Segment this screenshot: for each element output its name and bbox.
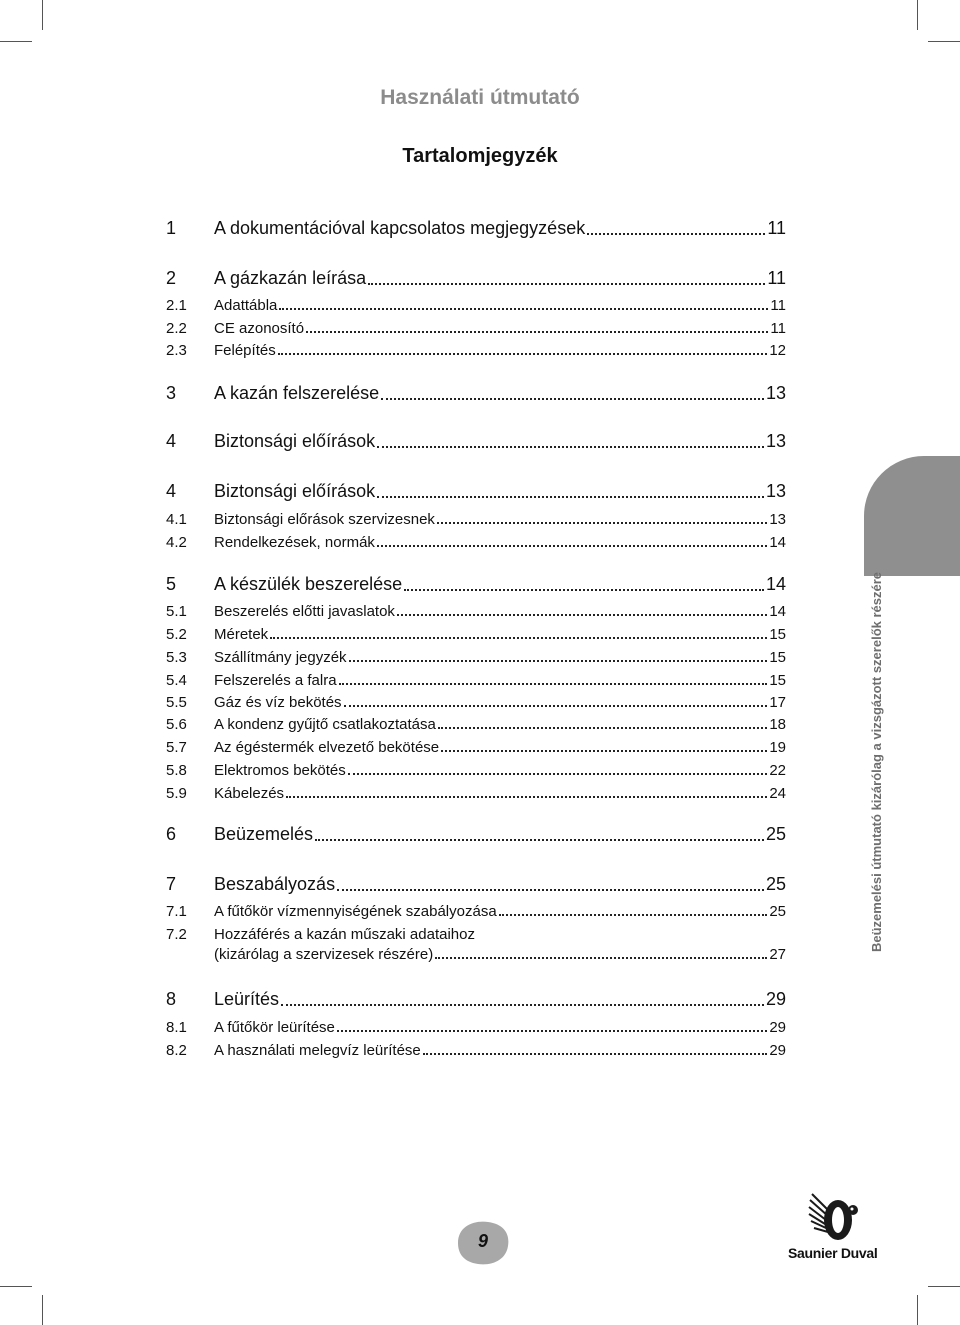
toc-entry-page: 29 [765,989,786,1009]
toc-entry-title: A használati melegvíz leürítése [214,1042,421,1059]
toc-dot-leader [377,496,764,498]
toc-entry-page: 15 [769,626,786,643]
toc-title: Tartalomjegyzék [402,145,558,167]
toc-dot-leader [437,522,767,524]
toc-dot-leader [349,660,768,662]
toc-entry-title: Leürítés [214,989,280,1009]
toc-dot-leader [286,796,767,798]
toc-entry[interactable] [166,874,786,895]
toc-entry-title: Felszerelés a falra [214,672,337,689]
toc-dot-leader [306,331,768,333]
toc-entry[interactable] [166,649,786,666]
document-title: Használati útmutató [380,86,580,109]
crop-mark [0,41,32,42]
toc-entry-title: Biztonsági előrások szervizesnek [214,511,435,528]
toc-entry-title: A gázkazán leírása [214,268,367,288]
toc-entry-page: 12 [769,342,786,359]
crop-mark [917,0,918,30]
toc-entry[interactable] [166,762,786,779]
toc-dot-leader [278,353,768,355]
crop-mark [917,1295,918,1325]
toc-entry-page: 11 [770,320,786,337]
toc-dot-leader [441,750,767,752]
toc-dot-leader [435,957,767,959]
toc-entry-title: Felépítés [214,342,276,359]
toc-entry-title: Kábelezés [214,785,285,802]
toc-entry-page: 13 [765,481,786,501]
toc-entry-number: 5.5 [166,694,187,711]
toc-dot-leader [348,773,768,775]
toc-entry-title: Méretek [214,626,269,643]
crop-mark [42,1295,43,1325]
toc-entry-page: 18 [769,716,786,733]
toc-dot-leader [587,233,765,235]
toc-entry-number: 2.2 [166,320,187,337]
toc-entry-number: 4.2 [166,534,187,551]
toc-entry-title: A fűtőkör vízmennyiségének szabályozása [214,903,497,920]
page-number: 9 [477,1231,488,1251]
toc-entry[interactable] [166,785,786,802]
toc-dot-leader [397,614,767,616]
toc-entry-page: 22 [769,762,786,779]
toc-entry-page: 25 [765,824,786,844]
saunier-duval-logo-icon [806,1190,862,1253]
toc-entry[interactable] [166,534,786,551]
toc-dot-leader [423,1053,768,1055]
toc-entry[interactable] [166,903,786,920]
toc-entry-number: 8 [166,989,177,1009]
toc-entry-page: 25 [765,874,786,894]
toc-entry-number: 8.1 [166,1019,187,1036]
toc-entry-page: 11 [767,218,786,238]
toc-entry-title: Az égéstermék elvezető bekötése [214,739,440,756]
toc-entry-number: 5 [166,574,177,594]
toc-entry-title: A dokumentációval kapcsolatos megjegyzések [214,218,586,238]
toc-entry-title: Biztonsági előírások [214,431,376,451]
toc-entry-number: 1 [166,218,177,238]
toc-entry-page: 25 [769,903,786,920]
toc-entry-number: 5.8 [166,762,187,779]
toc-entry-title: Hozzáférés a kazán műszaki adataihoz [214,926,475,943]
toc-entry-page: 11 [767,268,786,288]
toc-entry-title: Beszabályozás [214,874,336,894]
toc-entry[interactable] [166,1042,786,1059]
toc-entry-title: Adattábla [214,297,278,314]
toc-entry-title: Szállítmány jegyzék [214,649,347,666]
toc-entry-page: 13 [765,431,786,451]
toc-dot-leader [270,637,767,639]
toc-entry-page: 27 [769,946,786,963]
toc-entry-number: 7.1 [166,903,187,920]
toc-entry-page: 13 [769,511,786,528]
toc-entry-number: 4 [166,431,177,451]
toc-entry[interactable] [166,431,786,452]
toc-entry-title: A készülék beszerelése [214,574,403,594]
toc-entry-page: 11 [770,297,786,314]
toc-entry-page: 17 [769,694,786,711]
toc-entry-number: 8.2 [166,1042,187,1059]
crop-mark [928,1286,960,1287]
toc-entry[interactable] [166,824,786,845]
toc-dot-leader [344,705,768,707]
toc-entry-page: 13 [765,383,786,403]
toc-dot-leader [381,398,764,400]
toc-entry-page: 19 [769,739,786,756]
toc-dot-leader [337,1030,767,1032]
side-tab-label: Beüzemelési útmutató kizárólag a vizsgázott szerelők részére [869,571,884,953]
toc-entry-page: 29 [769,1019,786,1036]
toc-entry-number: 2.1 [166,297,187,314]
toc-dot-leader [404,589,764,591]
toc-entry[interactable] [166,574,786,595]
toc-entry-title: Gáz és víz bekötés [214,694,342,711]
toc-entry[interactable] [166,694,786,711]
toc-entry-title: Beszerelés előtti javaslatok [214,603,395,620]
toc-dot-leader [377,446,764,448]
toc-entry-number: 3 [166,383,177,403]
toc-entry[interactable] [166,320,786,337]
toc-entry-number: 5.1 [166,603,187,620]
toc-entry[interactable] [166,989,786,1010]
toc-entry[interactable] [166,511,786,528]
toc-entry-number: 7.2 [166,926,187,943]
toc-entry[interactable] [166,672,786,689]
crop-mark [0,1286,32,1287]
page-number-badge [452,1218,512,1268]
toc-entry[interactable] [166,626,786,643]
toc-entry-page: 14 [769,603,786,620]
toc-entry[interactable] [166,268,786,289]
toc-dot-leader [281,1004,764,1006]
toc-entry-title: A fűtőkör leürítése [214,1019,335,1036]
toc-dot-leader [368,283,765,285]
toc-entry-page: 29 [769,1042,786,1059]
toc-entry-page: 15 [769,649,786,666]
toc-entry-page: 14 [765,574,786,594]
crop-mark [928,41,960,42]
toc-entry[interactable] [166,716,786,733]
toc-entry-number: 4.1 [166,511,187,528]
toc-entry-number: 6 [166,824,177,844]
toc-entry[interactable] [166,1019,786,1036]
toc-entry-number: 5.4 [166,672,187,689]
toc-entry-title: CE azonosító [214,320,305,337]
toc-entry-title: Beüzemelés [214,824,314,844]
toc-dot-leader [499,914,768,916]
toc-entry-number: 5.3 [166,649,187,666]
brand-name: Saunier Duval [788,1245,878,1261]
toc-entry-number: 5.7 [166,739,187,756]
toc-entry[interactable] [166,739,786,756]
toc-dot-leader [377,545,767,547]
toc-entry-title: Rendelkezések, normák [214,534,375,551]
toc-entry[interactable] [166,218,786,239]
toc-entry-number: 7 [166,874,177,894]
toc-entry[interactable] [166,342,786,359]
toc-entry-title: Elektromos bekötés [214,762,346,779]
toc-entry-title-continued: (kizárólag a szervizesek részére) [214,946,434,963]
toc-entry[interactable] [166,603,786,620]
toc-dot-leader [337,889,764,891]
toc-dot-leader [438,727,768,729]
toc-entry-number: 4 [166,481,177,501]
toc-entry[interactable] [166,297,786,314]
toc-dot-leader [339,683,768,685]
toc-entry[interactable] [166,926,786,963]
toc-entry-number: 5.2 [166,626,187,643]
toc-entry-page: 14 [769,534,786,551]
toc-entry[interactable] [166,383,786,404]
toc-entry-number: 5.9 [166,785,187,802]
toc-entry-page: 24 [769,785,786,802]
crop-mark [42,0,43,30]
toc-entry-page: 15 [769,672,786,689]
toc-entry-number: 5.6 [166,716,187,733]
toc-entry-title: Biztonsági előírások [214,481,376,501]
toc-dot-leader [279,308,768,310]
toc-entry[interactable] [166,481,786,502]
toc-entry-title: A kondenz gyűjtő csatlakoztatása [214,716,436,733]
toc-entry-number: 2 [166,268,177,288]
toc-entry-number: 2.3 [166,342,187,359]
toc-dot-leader [315,839,764,841]
toc-entry-title: A kazán felszerelése [214,383,380,403]
